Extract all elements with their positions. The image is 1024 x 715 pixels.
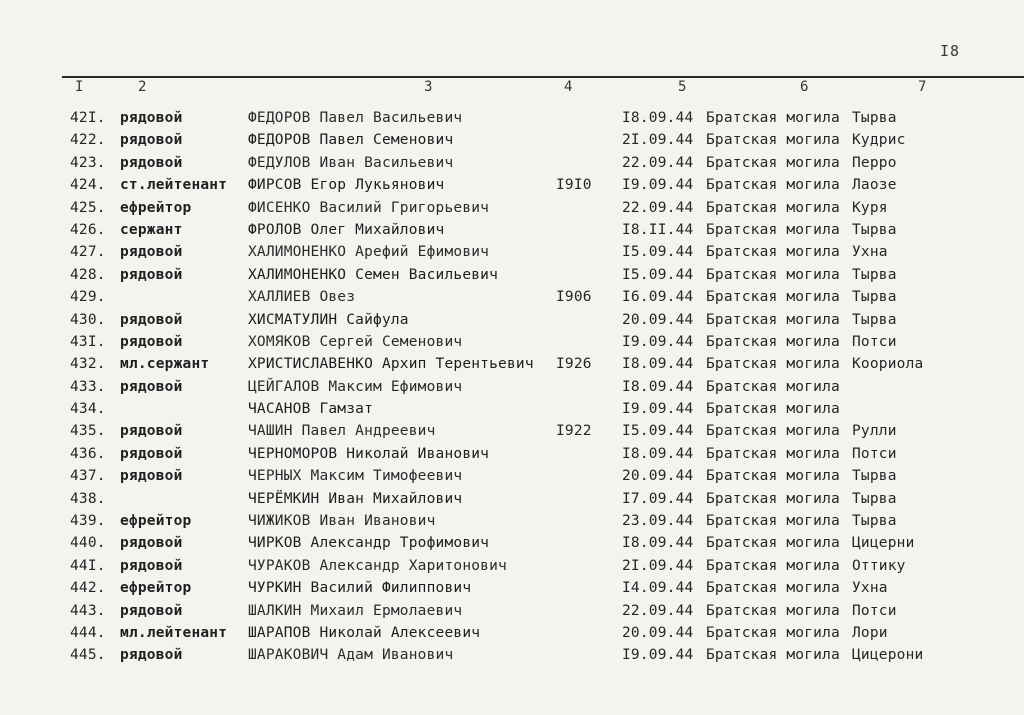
record-village: Тырва [852,513,897,530]
record-rank: рядовой [120,378,183,395]
record-burial-place: Братская могила [706,244,840,261]
record-row [0,376,1024,398]
record-number: 430. [70,311,106,328]
record-death-date: 2I.09.44 [622,557,694,574]
record-name: ЧУРАКОВ Александр Харитонович [248,557,507,574]
record-name: ЧАШИН Павел Андреевич [248,423,436,440]
record-village: Потси [852,333,897,350]
record-rank: рядовой [120,423,183,440]
record-death-date: I9.09.44 [622,333,694,350]
record-number: 424. [70,177,106,194]
record-name: ЧЕРЁМКИН Иван Михайлович [248,490,463,507]
record-name: ЧЕРНЫХ Максим Тимофеевич [248,468,463,485]
record-burial-place: Братская могила [706,647,840,664]
record-row [0,555,1024,577]
record-burial-place: Братская могила [706,557,840,574]
record-village: Ухна [852,580,888,597]
record-death-date: I5.09.44 [622,244,694,261]
record-village: Кудрис [852,132,906,149]
column-number-1: I [75,79,84,95]
record-name: ХРИСТИСЛАВЕНКО Архип Терентьевич [248,356,534,373]
page-number: I8 [940,42,961,60]
record-birth-year: I922 [556,423,592,440]
record-birth-year: I906 [556,289,592,306]
record-death-date: I8.II.44 [622,221,694,238]
record-burial-place: Братская могила [706,311,840,328]
record-number: 437. [70,468,106,485]
record-name: ФИРСОВ Егор Лукьянович [248,177,445,194]
record-number: 442. [70,580,106,597]
record-death-date: I5.09.44 [622,423,694,440]
record-rank: рядовой [120,244,183,261]
record-number: 445. [70,647,106,664]
header-rule [62,76,1024,78]
record-rank: ефрейтор [120,513,192,530]
record-name: ФЕДОРОВ Павел Васильевич [248,110,463,126]
record-burial-place: Братская могила [706,132,840,149]
record-row [0,264,1024,286]
record-row [0,600,1024,622]
record-number: 439. [70,513,106,530]
record-row [0,219,1024,241]
record-rank: мл.лейтенант [120,624,228,641]
record-row [0,398,1024,420]
record-row [0,197,1024,219]
record-death-date: I8.09.44 [622,445,694,462]
record-number: 44I. [70,557,106,574]
record-row [0,577,1024,599]
record-death-date: I8.09.44 [622,356,694,373]
column-number-7: 7 [918,79,927,95]
record-rank: рядовой [120,468,183,485]
record-row [0,152,1024,174]
record-name: ЧУРКИН Василий Филиппович [248,580,472,597]
record-number: 435. [70,423,106,440]
record-rank: рядовой [120,110,183,126]
record-number: 432. [70,356,106,373]
column-number-6: 6 [800,79,809,95]
column-number-2: 2 [138,79,147,95]
record-row [0,286,1024,308]
record-number: 438. [70,490,106,507]
record-village: Потси [852,602,897,619]
record-death-date: I5.09.44 [622,266,694,283]
record-death-date: 23.09.44 [622,513,694,530]
record-row [0,129,1024,151]
record-death-date: 22.09.44 [622,154,694,171]
record-rank: рядовой [120,602,183,619]
record-row [0,622,1024,644]
record-burial-place: Братская могила [706,445,840,462]
record-death-date: I6.09.44 [622,289,694,306]
record-number: 443. [70,602,106,619]
column-number-3: 3 [424,79,433,95]
record-burial-place: Братская могила [706,154,840,171]
record-birth-year: I926 [556,356,592,373]
record-burial-place: Братская могила [706,602,840,619]
record-rank: рядовой [120,535,183,552]
record-burial-place: Братская могила [706,535,840,552]
record-village: Перро [852,154,897,171]
record-village: Оттику [852,557,906,574]
record-name: ХИСМАТУЛИН Сайфула [248,311,409,328]
record-number: 429. [70,289,106,306]
record-death-date: 22.09.44 [622,199,694,216]
record-name: ШАРАКОВИЧ Адам Иванович [248,647,454,664]
record-burial-place: Братская могила [706,468,840,485]
record-burial-place: Братская могила [706,423,840,440]
column-number-5: 5 [678,79,687,95]
record-number: 436. [70,445,106,462]
record-rank: ефрейтор [120,580,192,597]
record-village: Куря [852,199,888,216]
record-row [0,420,1024,442]
record-name: ШАРАПОВ Николай Алексеевич [248,624,481,641]
record-number: 425. [70,199,106,216]
record-name: ЧИЖИКОВ Иван Иванович [248,513,436,530]
record-death-date: I7.09.44 [622,490,694,507]
record-death-date: 20.09.44 [622,624,694,641]
record-name: ЦЕЙГАЛОВ Максим Ефимович [248,378,463,395]
record-village: Тырва [852,311,897,328]
record-row [0,309,1024,331]
record-burial-place: Братская могила [706,333,840,350]
record-row [0,510,1024,532]
record-village: Тырва [852,490,897,507]
record-village: Тырва [852,221,897,238]
record-row [0,644,1024,666]
record-rank: рядовой [120,311,183,328]
record-name: ФИСЕНКО Василий Григорьевич [248,199,490,216]
record-name: ФЕДОРОВ Павел Семенович [248,132,454,149]
record-number: 423. [70,154,106,171]
record-village: Тырва [852,289,897,306]
record-death-date: 2I.09.44 [622,132,694,149]
record-rank: рядовой [120,132,183,149]
record-row [0,353,1024,375]
record-row [0,532,1024,554]
record-row [0,174,1024,196]
record-death-date: I8.09.44 [622,535,694,552]
record-row [0,241,1024,263]
record-village: Цицерони [852,647,924,664]
record-village: Коориола [852,356,924,373]
record-number: 433. [70,378,106,395]
record-village: Цицерни [852,535,915,552]
record-rank: ст.лейтенант [120,177,228,194]
record-name: ХАЛЛИЕВ Овез [248,289,356,306]
record-number: 440. [70,535,106,552]
record-row [0,331,1024,353]
record-rank: рядовой [120,333,183,350]
record-name: ФЕДУЛОВ Иван Васильевич [248,154,454,171]
record-burial-place: Братская могила [706,177,840,194]
record-village: Тырва [852,468,897,485]
record-row [0,107,1024,129]
record-burial-place: Братская могила [706,199,840,216]
record-death-date: I4.09.44 [622,580,694,597]
record-rank: мл.сержант [120,356,210,373]
record-death-date: I8.09.44 [622,110,694,126]
record-village: Потси [852,445,897,462]
record-death-date: I9.09.44 [622,647,694,664]
record-name: ХАЛИМОНЕНКО Семен Васильевич [248,266,499,283]
record-number: 422. [70,132,106,149]
record-burial-place: Братская могила [706,513,840,530]
record-village: Тырва [852,266,897,283]
record-village: Рулли [852,423,897,440]
record-village: Тырва [852,110,897,126]
record-name: ЧАСАНОВ Гамзат [248,401,374,418]
record-rank: рядовой [120,266,183,283]
record-name: ХОМЯКОВ Сергей Семенович [248,333,463,350]
record-rank: ефрейтор [120,199,192,216]
record-number: 444. [70,624,106,641]
record-name: ЧЕРНОМОРОВ Николай Иванович [248,445,490,462]
record-death-date: 22.09.44 [622,602,694,619]
record-row [0,465,1024,487]
record-name: ЧИРКОВ Александр Трофимович [248,535,490,552]
record-rank: рядовой [120,154,183,171]
record-number: 434. [70,401,106,418]
record-burial-place: Братская могила [706,378,840,395]
record-village: Лори [852,624,888,641]
record-burial-place: Братская могила [706,266,840,283]
record-burial-place: Братская могила [706,490,840,507]
record-number: 42I. [70,110,106,126]
record-rank: сержант [120,221,183,238]
record-rank: рядовой [120,445,183,462]
record-death-date: 20.09.44 [622,468,694,485]
record-death-date: I9.09.44 [622,177,694,194]
record-burial-place: Братская могила [706,624,840,641]
record-name: ШАЛКИН Михаил Ермолаевич [248,602,463,619]
record-burial-place: Братская могила [706,221,840,238]
record-death-date: I8.09.44 [622,378,694,395]
column-number-4: 4 [564,79,573,95]
record-burial-place: Братская могила [706,356,840,373]
record-number: 428. [70,266,106,283]
record-name: ФРОЛОВ Олег Михайлович [248,221,445,238]
records-list [0,107,1024,667]
record-rank: рядовой [120,557,183,574]
record-burial-place: Братская могила [706,580,840,597]
record-row [0,443,1024,465]
record-number: 426. [70,221,106,238]
record-row [0,488,1024,510]
record-rank: рядовой [120,647,183,664]
record-burial-place: Братская могила [706,401,840,418]
record-birth-year: I9I0 [556,177,592,194]
record-number: 43I. [70,333,106,350]
record-village: Ухна [852,244,888,261]
record-burial-place: Братская могила [706,110,840,126]
record-village: Лаозе [852,177,897,194]
record-name: ХАЛИМОНЕНКО Арефий Ефимович [248,244,490,261]
record-death-date: I9.09.44 [622,401,694,418]
record-number: 427. [70,244,106,261]
record-burial-place: Братская могила [706,289,840,306]
record-death-date: 20.09.44 [622,311,694,328]
